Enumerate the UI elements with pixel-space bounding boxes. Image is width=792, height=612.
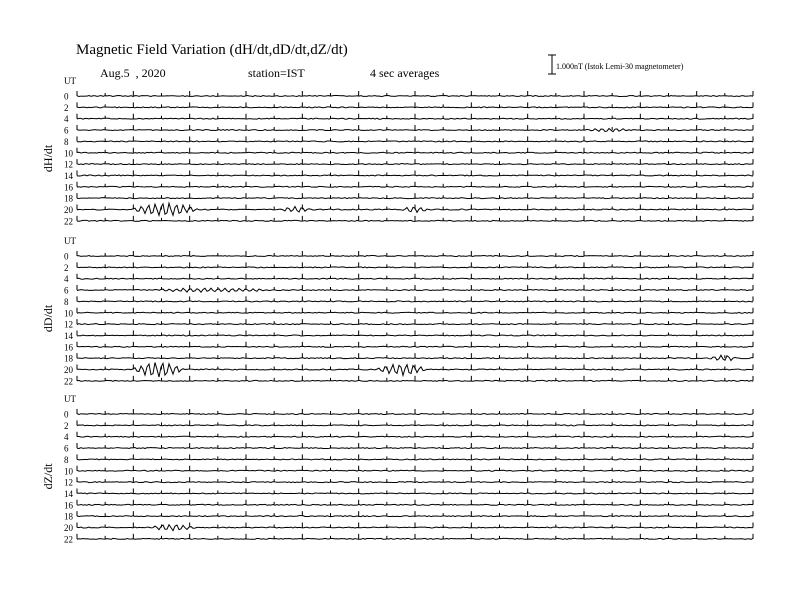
row-label: 18	[64, 511, 73, 522]
row-label: 2	[64, 262, 69, 273]
scale-bar-label: 1.000nT (Istok Lemi-30 magnetometer)	[556, 62, 684, 71]
station-label: station=IST	[248, 66, 305, 80]
row-label: 18	[64, 193, 73, 204]
panel-ylabel: dH/dt	[41, 144, 55, 173]
row-label: 14	[64, 170, 73, 181]
panel-dH-per-dt	[41, 76, 753, 226]
chart-title: Magnetic Field Variation (dH/dt,dD/dt,dZ/dt)	[76, 42, 348, 58]
row-label: 0	[64, 251, 69, 262]
row-label: 22	[64, 216, 73, 227]
row-label: 8	[64, 136, 69, 147]
row-label: 2	[64, 420, 69, 431]
row-label: 10	[64, 148, 73, 159]
time-axis-label: UT	[64, 236, 76, 246]
row-label: 20	[64, 205, 73, 215]
date-label: Aug.5 , 2020	[100, 66, 166, 80]
row-label: 10	[64, 308, 73, 319]
row-label: 6	[64, 443, 69, 454]
averaging-label: 4 sec averages	[370, 66, 440, 80]
row-label: 16	[64, 342, 73, 353]
time-axis-label: UT	[64, 76, 76, 86]
row-label: 14	[64, 330, 73, 341]
panel-ylabel: dD/dt	[41, 304, 55, 333]
time-axis-label: UT	[64, 394, 76, 404]
row-label: 18	[64, 353, 73, 364]
panel-dZ-per-dt	[41, 394, 753, 544]
row-label: 16	[64, 500, 73, 511]
row-label: 0	[64, 91, 69, 102]
row-label: 12	[64, 319, 73, 330]
row-label: 20	[64, 523, 73, 533]
row-label: 4	[64, 432, 69, 443]
row-label: 2	[64, 102, 69, 113]
row-label: 8	[64, 454, 69, 465]
row-label: 14	[64, 488, 73, 499]
row-label: 6	[64, 285, 69, 296]
row-label: 6	[64, 125, 69, 136]
row-label: 8	[64, 296, 69, 307]
row-label: 12	[64, 159, 73, 170]
row-label: 16	[64, 182, 73, 193]
row-label: 0	[64, 409, 69, 420]
row-label: 22	[64, 534, 73, 545]
panel-ylabel: dZ/dt	[41, 463, 55, 490]
row-label: 4	[64, 114, 69, 125]
row-label: 12	[64, 477, 73, 488]
panel-dD-per-dt	[41, 236, 753, 386]
scale-bar	[548, 55, 556, 74]
row-label: 10	[64, 466, 73, 477]
row-label: 22	[64, 376, 73, 387]
row-label: 20	[64, 365, 73, 375]
row-label: 4	[64, 274, 69, 285]
